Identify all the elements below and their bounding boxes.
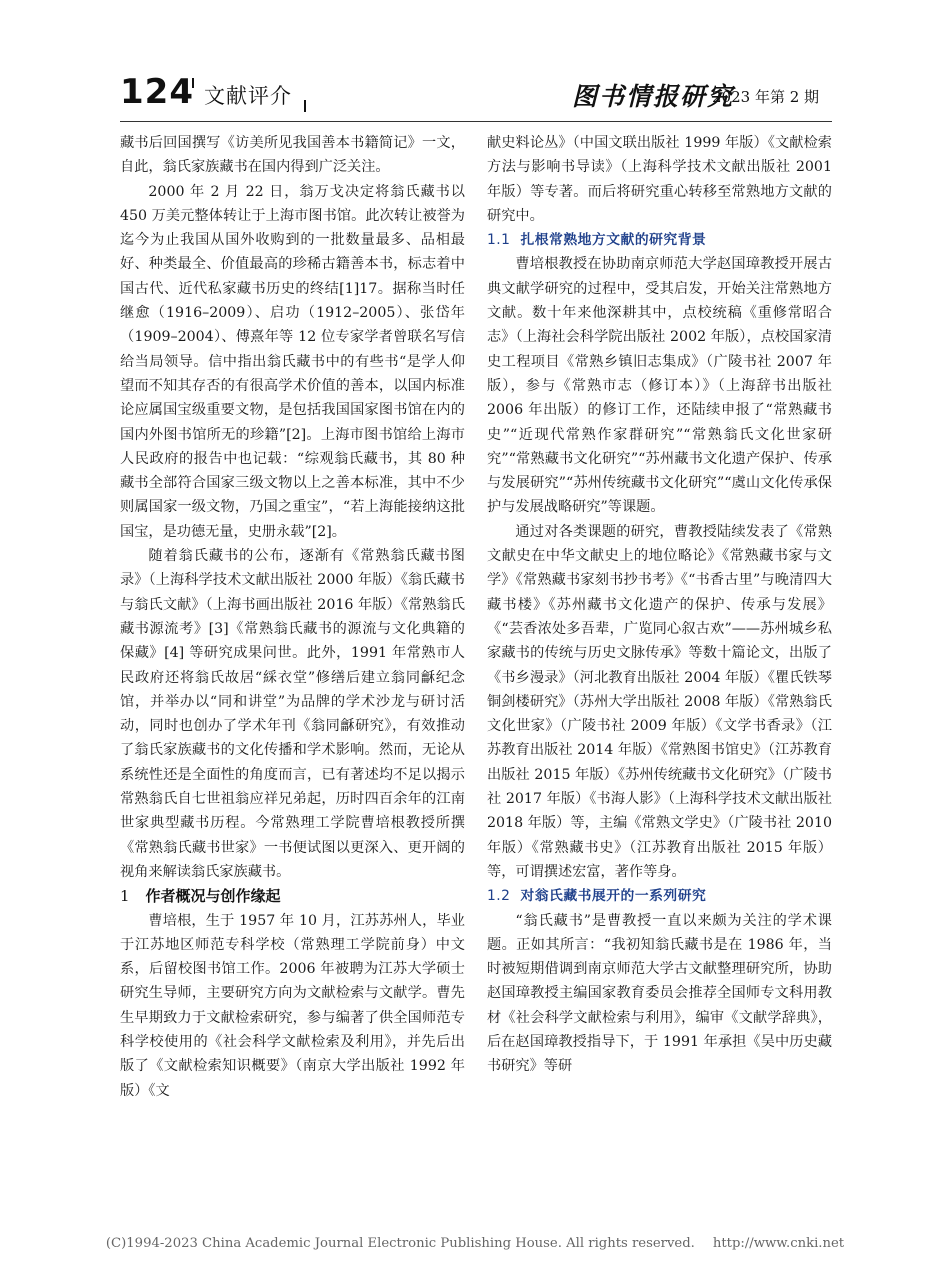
subsection-heading-text: 扎根常熟地方文献的研究背景 xyxy=(520,232,707,249)
corner-mark-left xyxy=(192,78,204,88)
section-heading xyxy=(120,884,465,908)
subsection-number: 1.1 xyxy=(487,232,511,249)
issue-label: 2023 年第 2 期 xyxy=(712,88,820,106)
paragraph: “翁氏藏书”是曹教授一直以来颇为关注的学术课题。正如其所言：“我初知翁氏藏书是在 1986 年，当时被短期借调到南京师范大学古文献整理研究所，协助赵国璋教授主编国家教育委员会推荐全国师专文科用教材《社会科学文献检索与利用》，编审《文献学辞典》，后在赵国璋教授指导下，于 1991 年承担《吴中历史藏书研究》等研 xyxy=(487,912,832,1075)
subsection-heading xyxy=(487,228,832,252)
paragraph: 藏书后回国撰写《访美所见我国善本书籍简记》一文，自此，翁氏家族藏书在国内得到广泛关注。 xyxy=(120,135,465,176)
journal-logo: 图书情报研究 xyxy=(572,82,735,111)
section-number: 1 xyxy=(120,887,130,906)
section-title: 文献评介 xyxy=(204,84,292,108)
paragraph: 献史料论丛》（中国文联出版社 1999 年版）《文献检索方法与影响书导读》（上海科学技术文献出版社 2001 年版）等专著。而后将研究重心转移至常熟地方文献的研究中。 xyxy=(487,135,832,224)
paragraph: 通过对各类课题的研究，曹教授陆续发表了《常熟文献史在中华文献史上的地位略论》《常熟藏书家与文学》《常熟藏书家刻书抄书考》《“书香古里”与晚清四大藏书楼》《苏州藏书文化遗产的保护、传承与发展》《“芸香浓处多吾辈，广览同心叙古欢”——苏州城乡私家藏书的传统与历史文脉传承》等数十篇论文，出版了《书乡漫录》（河北教育出版社 2004 年版）《瞿氏铁琴铜剑楼研究》（苏州大学出版社 2008 年版）《常熟翁氏文化世家》（广陵书社 2009 年版）《文学书香录》（江苏教育出版社 2014 年版）《常熟图书馆史》（江苏教育出版社 2015 年版）《苏州传统藏书文化研究》（广陵书社 2017 年版）《书海人影》（上海科学技术文献出版社 2018 年版）等，主编《常熟文学史》（广陵书社 2010 年版）《常熟藏书史》（江苏教育出版社 2015 年版）等，可谓撰述宏富，著作等身。 xyxy=(487,523,832,880)
header-divider xyxy=(120,121,832,122)
page-header xyxy=(120,72,832,120)
left-column xyxy=(120,131,465,1241)
paragraph: 曹培根，生于 1957 年 10 月，江苏苏州人，毕业于江苏地区师范专科学校（常熟理工学院前身）中文系，后留校图书馆工作。2006 年被聘为江苏大学硕士研究生导师，主要研究方向为文献检索与文献学。曹先生早期致力于文献检索研究，参与编著了供全国师范专科学校使用的《社会科学文献检索及利用》，并先后出版了《文献检索知识概要》（南京大学出版社 1992 年版）《文 xyxy=(120,912,465,1099)
subsection-number: 1.2 xyxy=(487,888,511,905)
subsection-heading-text: 对翁氏藏书展开的一系列研究 xyxy=(520,888,707,905)
paragraph: 2000 年 2 月 22 日，翁万戈决定将翁氏藏书以 450 万美元整体转让于上海市图书馆。此次转让被誉为迄今为止我国从国外收购到的一批数量最多、品相最好、种类最全、价值最高的珍稀古籍善本书，标志着中国古代、近代私家藏书历史的终结[1]17。据称当时任继愈（1916–2009）、启功（1912–2005）、张岱年（1909–2004）、傅熹年等 12 位专家学者曾联名写信给当局领导。信中指出翁氏藏书中的有些书“是学人仰望而不知其存否的有很高学术价值的善本，以国内标准论应属国宝级重要文物，是包括我国国家图书馆在内的国内外图书馆所无的珍籍”[2]。上海市图书馆给上海市人民政府的报告中也记载：“综观翁氏藏书，其 80 种藏书全部符合国家三级文物以上之善本标准，其中不少则属国家一级文物，乃国之重宝”，“若上海能接纳这批国宝，是功德无量，史册永载”[2]。 xyxy=(120,183,465,540)
page-number: 124 xyxy=(120,72,194,112)
subsection-heading xyxy=(487,884,832,908)
paragraph: 曹培根教授在协助南京师范大学赵国璋教授开展古典文献学研究的过程中，受其启发，开始关注常熟地方文献。数十年来他深耕其中，点校统稿《重修常昭合志》（上海社会科学院出版社 2002 年版），点校国家清史工程项目《常熟乡镇旧志集成》（广陵书社 2007 年版），参与《常熟市志（修订本）》（上海辞书出版社 2006 年出版）的修订工作，还陆续申报了“常熟藏书史”“近现代常熟作家群研究”“常熟翁氏文化世家研究”“常熟藏书文化研究”“苏州藏书文化遗产保护、传承与发展研究”“苏州传统藏书文化研究”“虞山文化传承保护与发展战略研究”等课题。 xyxy=(487,256,832,516)
section-heading-text: 作者概况与创作缘起 xyxy=(145,887,281,906)
footer-url[interactable]: http://www.cnki.net xyxy=(712,1236,845,1251)
right-column xyxy=(487,131,832,1241)
paragraph: 随着翁氏藏书的公布，逐渐有《常熟翁氏藏书图录》（上海科学技术文献出版社 2000 年版）《翁氏藏书与翁氏文献》（上海书画出版社 2016 年版）《常熟翁氏藏书源流考》[3]《常熟翁氏藏书的源流与文化典籍的保藏》[4] 等研究成果问世。此外，1991 年常熟市人民政府还将翁氏故居“綵衣堂”修缮后建立翁同龢纪念馆，并举办以“同和讲堂”为品牌的学术沙龙与研讨活动，同时也创办了学术年刊《翁同龢研究》，有效推动了翁氏家族藏书的文化传播和学术影响。然而，无论从系统性还是全面性的角度而言，已有著述均不足以揭示常熟翁氏自七世祖翁应祥兄弟起，历时四百余年的江南世家典型藏书历程。今常熟理工学院曹培根教授所撰《常熟翁氏藏书世家》一书便试图以更深入、更开阔的视角来解读翁氏家族藏书。 xyxy=(120,548,465,880)
corner-mark-right xyxy=(296,100,306,112)
copyright-footer xyxy=(0,1235,950,1253)
copyright-text: (C)1994-2023 China Academic Journal Electronic Publishing House. All rights reserved. xyxy=(105,1236,695,1251)
